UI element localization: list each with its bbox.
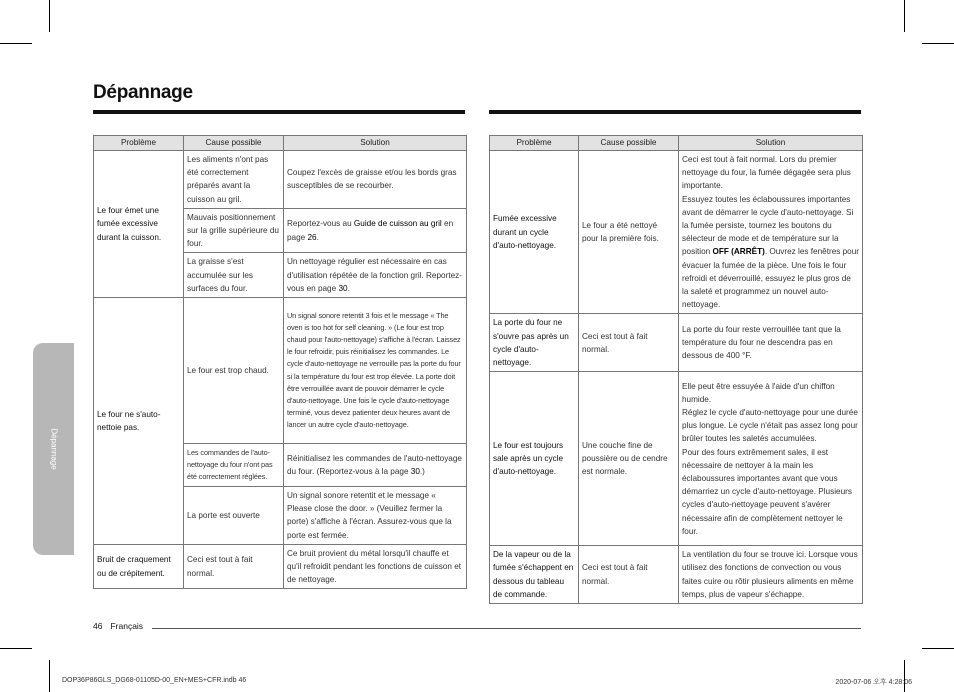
table-row	[490, 151, 863, 314]
solution-text: .	[316, 232, 319, 242]
table-row	[94, 151, 467, 209]
solution-cell: Un signal sonore retentit 3 fois et le message « The oven is too hot for self cleaning. » (Le four est trop chaud pour l'auto-nettoyage) s'affiche à l'écran. Laissez le four refroidir, puis réinitialisez les commandes. Le cycle d'auto-nettoyage ne verrouille pas la porte du four si la température du four est trop élevée. La porte doit être verrouillée avant de pouvoir démarrer le cycle d'auto-nettoyage. Une fois le cycle d'auto-nettoyage terminé, vous devez patienter deux heures avant de lancer un autre cycle d'auto-nettoyage.	[284, 298, 467, 444]
solution-cell	[679, 151, 863, 314]
cause-cell: La graisse s'est accumulée sur les surfaces du four.	[184, 253, 284, 298]
table-row	[490, 314, 863, 372]
solution-text: Essuyez toutes les éclaboussures importantes avant de démarrer le cycle d'auto-nettoyage. Si la fumée persiste, tournez les boutons du sélecteur de mode et de température sur la position	[682, 194, 854, 257]
page-footer	[93, 621, 143, 631]
off-label: OFF (ARRÊT)	[712, 247, 765, 257]
title-rule-left	[93, 110, 465, 114]
footer-rule	[152, 628, 861, 629]
crop-mark	[49, 660, 50, 692]
solution-cell	[284, 253, 467, 298]
section-side-tab-label: Dépannage	[49, 428, 58, 470]
solution-text: Reportez-vous au	[287, 219, 354, 229]
print-slug-right: 2020-07-06 오후 4:28:06	[835, 679, 912, 686]
solution-text: Elle peut être essuyée à l'aide d'un chiffon humide.	[682, 381, 835, 404]
crop-mark	[0, 648, 32, 649]
guide-link[interactable]: Guide de cuisson au gril	[353, 219, 442, 229]
crop-mark	[904, 660, 905, 692]
solution-cell	[284, 444, 467, 487]
page-ref-link[interactable]: 30	[338, 283, 348, 293]
solution-text: en page	[287, 219, 454, 242]
table-row	[490, 372, 863, 546]
solution-cell: Ce bruit provient du métal lorsqu'il chauffe et qu'il refroidit pendant les fonctions de cuisson et de nettoyage.	[284, 544, 467, 589]
crop-mark	[904, 0, 905, 32]
solution-text: Un nettoyage régulier est nécessaire en cas d'utilisation répétée de la fonction gril. Reportez-vous en page	[287, 257, 462, 293]
solution-cell: Coupez l'excès de graisse et/ou les bords gras susceptibles de se recourber.	[284, 151, 467, 209]
crop-mark	[922, 43, 954, 44]
page-number: 46	[93, 621, 103, 631]
problem-cell: Le four ne s'auto-nettoie pas.	[94, 298, 184, 545]
solution-text	[682, 193, 859, 312]
solution-text: . Ouvrez les fenêtres pour évacuer la fumée de la pièce. Une fois le four refroidi et déverrouillé, essuyez le plus gros de la saleté et programmez un nouvel auto-nettoyage.	[682, 247, 860, 310]
language-label: Français	[110, 621, 144, 631]
print-slug-left: DOP36P86GLS_DG68-01105D-00_EN+MES+CFR.indb 46	[62, 677, 247, 684]
problem-cell: Le four est toujours sale après un cycle d'auto-nettoyage.	[490, 372, 579, 546]
cause-cell: Une couche fine de poussière ou de cendre est normale.	[579, 372, 679, 546]
problem-cell: De la vapeur ou de la fumée s'échappent en dessous du tableau de commande.	[490, 546, 579, 604]
solution-text: Réglez le cycle d'auto-nettoyage pour une durée plus longue. Le cycle n'était pas assez long pour brûler toutes les saletés accumulées.	[682, 407, 858, 444]
cause-cell: Ceci est tout à fait normal.	[579, 314, 679, 372]
table-header-row	[490, 136, 863, 151]
problem-cell: Bruit de craquement ou de crépitement.	[94, 544, 184, 589]
problem-cell: Fumée excessive durant un cycle d'auto-nettoyage.	[490, 151, 579, 314]
page-title: Dépannage	[93, 82, 193, 103]
crop-mark	[922, 648, 954, 649]
problem-cell: La porte du four ne s'ouvre pas après un cycle d'auto-nettoyage.	[490, 314, 579, 372]
troubleshooting-table-right	[489, 135, 863, 604]
solution-text: Réinitialisez les commandes de l'auto-nettoyage du four. (Reportez-vous à la page	[287, 453, 462, 477]
troubleshooting-table-left	[93, 135, 467, 589]
table-row	[94, 298, 467, 444]
solution-cell: La ventilation du four se trouve ici. Lorsque vous utilisez des fonctions de convection ou vous faites cuire ou rôtir plusieurs aliments en même temps, plus de vapeur s'échappe.	[679, 546, 863, 604]
problem-cell: Le four émet une fumée excessive durant la cuisson.	[94, 151, 184, 298]
solution-text: .)	[419, 467, 425, 477]
col-header-solution: Solution	[284, 136, 467, 151]
crop-mark	[49, 0, 50, 32]
title-rule-right	[489, 110, 861, 114]
cause-cell: Mauvais positionnement sur la grille supérieure du four.	[184, 208, 284, 253]
table-row	[490, 546, 863, 604]
cause-cell: Les commandes de l'auto-nettoyage du four n'ont pas été correctement réglées.	[184, 444, 284, 487]
col-header-cause: Cause possible	[579, 136, 679, 151]
table-row	[94, 544, 467, 589]
crop-mark	[0, 43, 32, 44]
cause-cell: La porte est ouverte	[184, 487, 284, 545]
col-header-cause: Cause possible	[184, 136, 284, 151]
solution-cell: Un signal sonore retentit et le message « Please close the door. » (Veuillez fermer la porte) s'affiche à l'écran. Assurez-vous que la porte est fermée.	[284, 487, 467, 545]
page-ref-link[interactable]: 30	[410, 467, 420, 477]
table-header-row	[94, 136, 467, 151]
solution-cell	[284, 208, 467, 253]
solution-text: Ceci est tout à fait normal. Lors du premier nettoyage du four, la fumée dégagée sera plus importante.	[682, 155, 851, 191]
cause-cell: Ceci est tout à fait normal.	[184, 544, 284, 589]
col-header-solution: Solution	[679, 136, 863, 151]
cause-cell: Ceci est tout à fait normal.	[579, 546, 679, 604]
cause-cell: Le four a été nettoyé pour la première fois.	[579, 151, 679, 314]
solution-cell	[679, 372, 863, 546]
cause-cell: Les aliments n'ont pas été correctement préparés avant la cuisson au gril.	[184, 151, 284, 209]
solution-text: Pour des fours extrêmement sales, il est nécessaire de nettoyer à la main les éclaboussures importantes avant que vous démarriez un cycle d'auto-nettoyage. Plusieurs cycles d'auto-nettoyage peuvent s'avérer nécessaire afin de complètement nettoyer le four.	[682, 447, 852, 536]
col-header-problem: Problème	[94, 136, 184, 151]
col-header-problem: Problème	[490, 136, 579, 151]
cause-cell: Le four est trop chaud.	[184, 298, 284, 444]
solution-text: .	[347, 283, 350, 293]
section-side-tab	[33, 343, 74, 555]
page-ref-link[interactable]: 26	[307, 232, 317, 242]
solution-cell: La porte du four reste verrouillée tant que la température du four ne descendra pas en dessous de 400 °F.	[679, 314, 863, 372]
